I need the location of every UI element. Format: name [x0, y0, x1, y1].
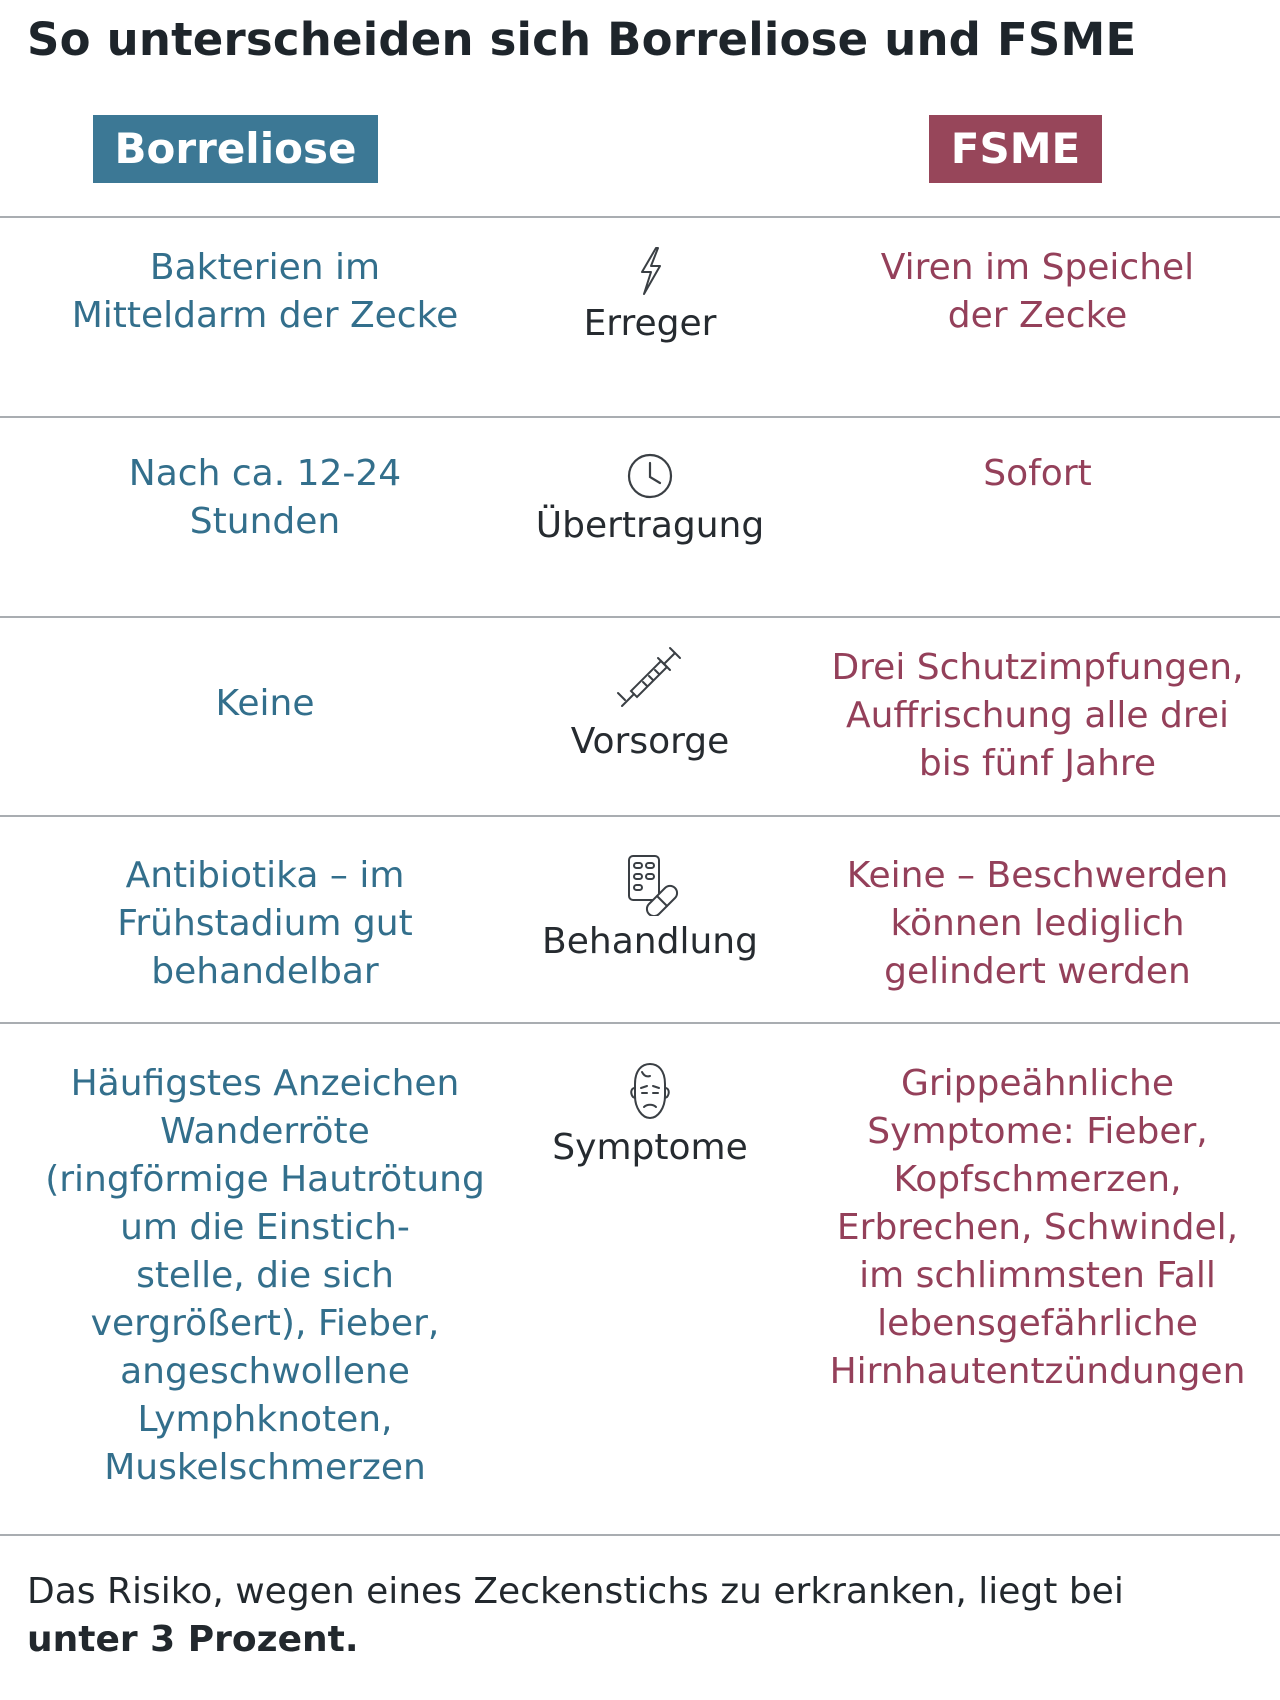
footer-strong: unter 3 Prozent. [27, 1619, 359, 1660]
risk-footer [27, 1568, 1257, 1664]
borreliose-vorsorge: Keine [215, 683, 315, 724]
category-behandlung: Behandlung [500, 852, 800, 966]
borreliose-erreger: Bakterien im Mitteldarm der Zecke [71, 247, 459, 336]
divider [0, 616, 1280, 618]
borreliose-behandlung: Antibiotika – im Frühstadium gut behandelbar [117, 855, 413, 992]
fsme-symptome: Grippeähnliche Symptome: Fieber, Kopfschmerzen, Erbrechen, Schwindel, im schlimmsten Fall lebensgefährliche Hirnhautentzündungen [829, 1063, 1246, 1392]
divider [0, 1534, 1280, 1536]
divider [0, 815, 1280, 817]
fsme-behandlung: Keine – Beschwerden können lediglich gelindert werden [846, 855, 1229, 992]
fsme-uebertragung: Sofort [983, 453, 1092, 494]
syringe-icon [610, 644, 690, 716]
borreliose-header: Borreliose [93, 115, 378, 183]
category-vorsorge: Vorsorge [500, 644, 800, 766]
fsme-vorsorge: Drei Schutzimpfungen, Auffrischung alle drei bis fünf Jahre [831, 647, 1244, 784]
borreliose-uebertragung: Nach ca. 12-24 Stunden [128, 453, 402, 542]
category-uebertragung: Übertragung [500, 450, 800, 550]
divider [0, 1022, 1280, 1024]
fsme-header: FSME [929, 115, 1102, 183]
fsme-erreger: Viren im Speichel der Zecke [880, 247, 1195, 336]
page-title: So unterscheiden sich Borreliose und FSME [27, 13, 1137, 66]
pills-icon [615, 852, 685, 916]
category-symptome: Symptome [500, 1060, 800, 1172]
sick-face-icon [620, 1060, 680, 1122]
lightning-icon [620, 244, 680, 298]
footer-text: Das Risiko, wegen eines Zeckenstichs zu erkranken, liegt bei [27, 1571, 1124, 1612]
clock-icon [620, 450, 680, 500]
category-erreger: Erreger [500, 244, 800, 348]
divider [0, 216, 1280, 218]
divider [0, 416, 1280, 418]
borreliose-symptome: Häufigstes Anzeichen Wanderröte (ringförmige Hautrötung um die Einstich- stelle, die sich vergrößert), Fieber, angeschwollene Lymphknoten, Muskelschmerzen [45, 1063, 485, 1488]
